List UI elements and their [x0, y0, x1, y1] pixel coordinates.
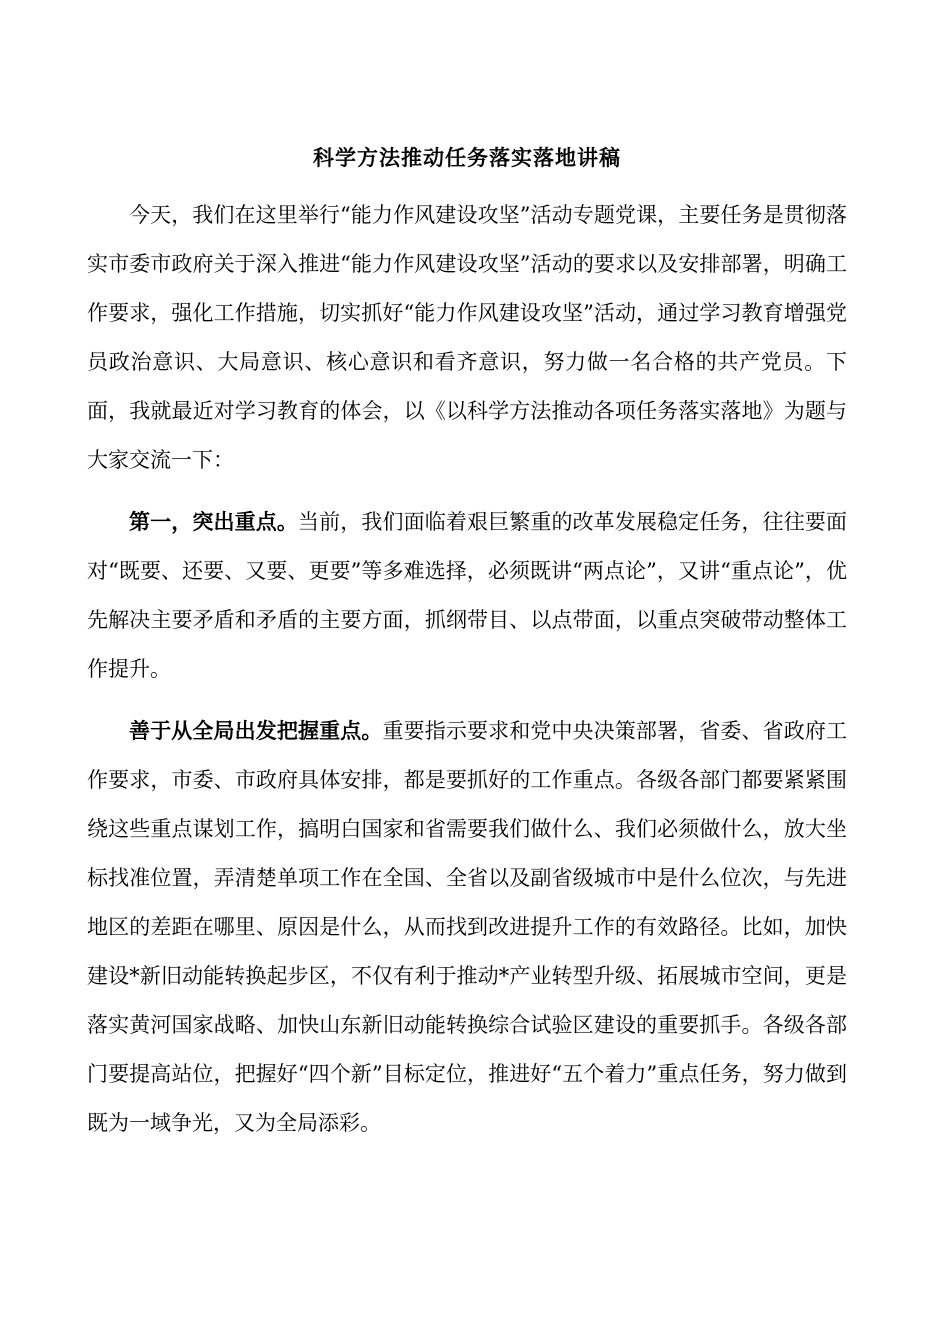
- paragraph-sub-point: [87, 706, 847, 1148]
- paragraph-first-point: [87, 497, 847, 694]
- paragraph-lead: 善于从全局出发把握重点。: [129, 718, 383, 743]
- paragraph-lead: 第一，突出重点。: [129, 509, 298, 534]
- paragraph-intro: [87, 190, 847, 485]
- paragraph-text: 重要指示要求和党中央决策部署，省委、省政府工作要求，市委、市政府具体安排，都是要抓好的工作重点。各级各部门都要紧紧围绕这些重点谋划工作，搞明白国家和省需要我们做什么、我们必须做什么，放大坐标找准位置，弄清楚单项工作在全国、全省以及副省级城市中是什么位次，与先进地区的差距在哪里、原因是什么，从而找到改进提升工作的有效路径。比如，加快建设*新旧动能转换起步区，不仅有利于推动*产业转型升级、拓展城市空间，更是落实黄河国家战略、加快山东新旧动能转换综合试验区建设的重要抓手。各级各部门要提高站位，把握好“四个新”目标定位，推进好“五个着力”重点任务，努力做到既为一域争光，又为全局添彩。: [87, 719, 848, 1135]
- document-title: 科学方法推动任务落实落地讲稿: [313, 145, 621, 170]
- document-page: [87, 138, 847, 1148]
- paragraph-text: 今天，我们在这里举行“能力作风建设攻坚”活动专题党课，主要任务是贯彻落实市委市政府关于深入推进“能力作风建设攻坚”活动的要求以及安排部署，明确工作要求，强化工作措施，切实抓好“能力作风建设攻坚”活动，通过学习教育增强党员政治意识、大局意识、核心意识和看齐意识，努力做一名合格的共产党员。下面，我就最近对学习教育的体会，以《以科学方法推动各项任务落实落地》为题与大家交流一下：: [87, 203, 847, 472]
- paragraph-text: 当前，我们面临着艰巨繁重的改革发展稳定任务，往往要面对“既要、还要、又要、更要”等多难选择，必须既讲“两点论”，又讲“重点论”，优先解决主要矛盾和矛盾的主要方面，抓纲带目、以点带面，以重点突破带动整体工作提升。: [87, 510, 848, 681]
